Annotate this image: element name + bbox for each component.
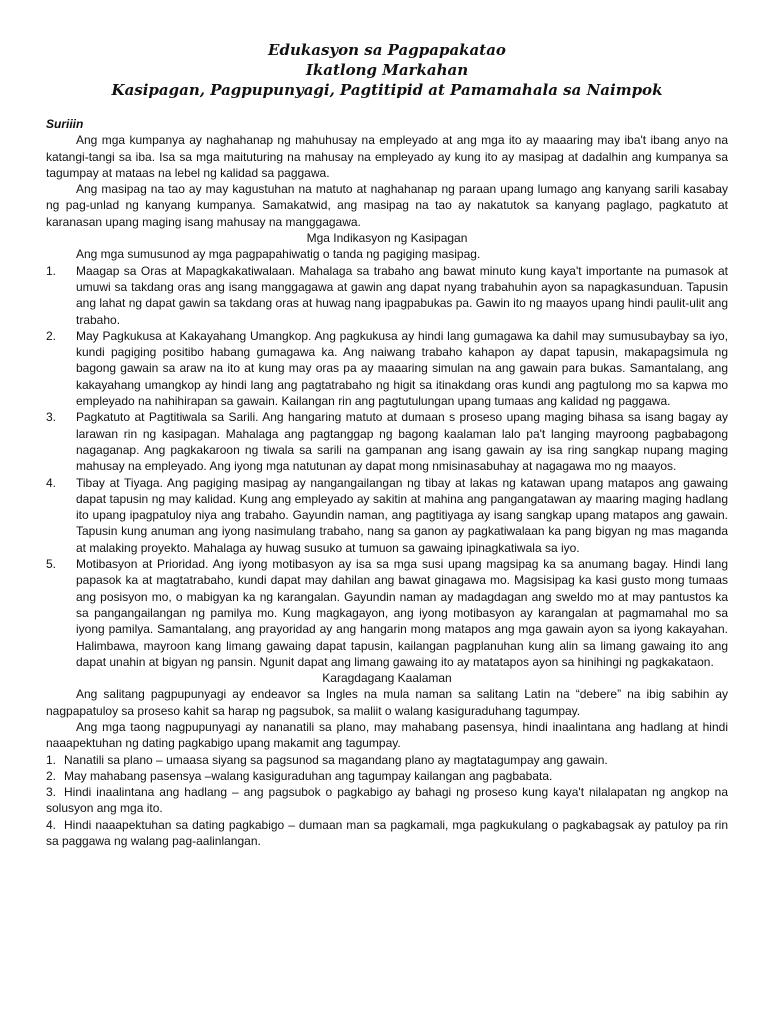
list-number: 4.: [46, 817, 57, 832]
list-item: [46, 768, 728, 784]
list-item: [46, 263, 728, 328]
list-item: [46, 409, 728, 474]
extra-paragraph: Ang mga taong nagpupunyagi ay nananatili sa plano, may mahabang pasensya, hindi inaalintana ang hadlang at hindi naaapektuhan ng dating pagkabigo upang makamit ang tagumpay.: [46, 719, 728, 751]
list-item: [46, 328, 728, 409]
list-item-text: Tibay at Tiyaga. Ang pagiging masipag ay nangangailangan ng tibay at lakas ng katawan upang matapos ang gawaing dapat tapusin ng may kalidad. Kung ang empleyado ay sakitin at mahina ang pangangatawan ay maaring maging hadlang ito upang ipagpatuloy niya ang trabaho. Gayundin naman, ang pagtitiyaga ay isang sangkap upang matapos ang gawain. Tapusin kung anuman ang iyong nasimulang trabaho, nang sa ganon ay pagkatiwalaan ka pang bigyan ng mas maganda at malaking proyekto. Mahalaga ay huwag susuko at tumuon sa gawaing ipinagkatiwala sa iyo.: [76, 475, 728, 555]
list-item: [46, 817, 728, 850]
perseverance-list: [46, 752, 728, 850]
list-item-text: Motibasyon at Prioridad. Ang iyong motibasyon ay isa sa mga susi upang magsipag ka sa anumang bagay. Hindi lang papasok ka at magtatrabaho, kundi dapat may dahilan ang bawat ginagawa mo. Magsisipag ka kasi gusto mong tumaas ang posisyon mo, o mabigyan ka ng karangalan. Gayundin naman ay madagdagan ang sweldo mo at may pantustos ka sa pangangailangan ng pamilya mo. Kung magkagayon, ang iyong motibasyon ay karangalan at pagmamahal mo sa iyong pamilya. Samantalang, ang prayoridad ay ang hangarin mong matapos ang mga gawain ayon sa iyong kakayahan. Halimbawa, mayroon kang limang gawaing dapat tapusin, kailangan pagplanuhan kung alin sa limang gawaing ito ang dapat unahin at bigyan ng pansin. Ngunit dapat ang limang gawaing ito ay matatapos ayon sa hinihingi ng pagkakataon.: [76, 557, 728, 669]
section-label: Suriiin: [46, 117, 84, 131]
lesson-title: Kasipagan, Pagpupunyagi, Pagtitipid at Pamamahala sa Naimpok: [111, 81, 663, 99]
list-number: 3.: [46, 410, 57, 425]
indicators-lead: Ang mga sumusunod ay mga pagpapahiwatig o tanda ng pagiging masipag.: [76, 247, 481, 262]
intro-paragraph: Ang mga kumpanya ay naghahanap ng mahuhusay na empleyado at ang mga ito ay maaaring may iba't ibang anyo na katangi-tangi sa iba. Isa sa mga maituturing na mahusay na empleyado ay kung ito ay masipag at dadalhin ang kumpanya sa tagumpay at mataas na lebel ng kalidad sa paggawa.: [46, 133, 728, 180]
list-number: 1.: [46, 263, 57, 278]
list-number: 3.: [46, 785, 57, 800]
document-title-block: [46, 40, 728, 100]
list-item-text: Pagkatuto at Pagtitiwala sa Sarili. Ang hangaring matuto at dumaan s proseso upang maging bihasa sa isang bagay ay larawan rin ng kasipagan. Mahalaga ang pagtanggap ng bagong kaalaman lalo pa't langing mayroong pagbabagong nagaganap. Ang pagkakaroon ng tiwala sa sarili na gampanan ang isang gawain ay isa ring sangkap nupang maging mahusay na empleyado. Ang iyong mga natutunan ay dapat mong nmisinasabuhay at nagagawa mo ng maayos.: [76, 410, 728, 474]
list-item-text: May mahabang pasensya –walang kasiguraduhan ang tagumpay kailangan ang pagbabata.: [64, 768, 553, 783]
list-number: 5.: [46, 557, 57, 572]
list-item: [46, 784, 728, 817]
list-item-text: Hindi naaapektuhan sa dating pagkabigo – dumaan man sa pagkamali, mga pagkukulang o pagkabagsak ay patuloy pa rin sa paggawa ng walang pag-aalinlangan.: [46, 817, 728, 849]
list-item: [46, 752, 728, 768]
list-number: 2.: [46, 328, 57, 343]
list-number: 1.: [46, 752, 57, 767]
subject-title: Edukasyon sa Pagpapakatao: [268, 41, 506, 59]
list-item-text: Nanatili sa plano – umaasa siyang sa pagsunod sa magandang plano ay magtatagumpay ang gawain.: [64, 752, 608, 767]
list-item-text: Hindi inaalintana ang hadlang – ang pagsubok o pagkabigo ay bahagi ng proseso kung kaya't nilalapatan ng angkop na solusyon ang mga ito.: [46, 785, 728, 816]
list-item-text: Maagap sa Oras at Mapagkakatiwalaan. Mahalaga sa trabaho ang bawat minuto kung kaya't importante na pumasok at umuwi sa takdang oras ang isang manggagawa at gawin ang dapat nyang trabahuhin ayon sa napagkasunduan. Tapusin ang lahat ng dapat gawin sa takdang oras at huwag nang ipagpabukas pa. Gawin ito ng maayos upang hindi paulit-ulit ang trabaho.: [76, 263, 728, 327]
extra-paragraph: Ang salitang pagpupunyagi ay endeavor sa Ingles na mula naman sa salitang Latin na “debere” na ibig sabihin ay nagpapatuloy sa proseso kahit sa harap ng pagsubok, sa maliit o walang kasiguraduhang tagumpay.: [46, 687, 728, 718]
indicators-list: [46, 263, 728, 670]
list-item: [46, 556, 728, 670]
list-item: [46, 475, 728, 556]
quarter-title: Ikatlong Markahan: [305, 61, 469, 79]
list-item-text: May Pagkukusa at Kakayahang Umangkop. Ang pagkukusa ay hindi lang gumagawa ka dahil may sumusubaybay sa iyo, kundi pagiging positibo habang gumagawa ka. Ang naiwang trabaho kahapon ay dapat tapusin, makapagsimula ng bagong gawain sa araw na ito at kung may oras pa ay maaaring simulan na ang gawain para bukas. Samantalang, ang kakayahang umangkop ay hindi lang ang pagtatrabaho ng higit sa itinakdang oras kundi ang pagtulong mo sa kapwa mo empleyado na nahihirapan sa gawain. Kailangan rin ang pagtutulungan upang tumaas ang kalidad ng paggawa.: [76, 328, 728, 409]
indicators-heading: Mga Indikasyon ng Kasipagan: [306, 231, 468, 246]
list-number: 4.: [46, 475, 57, 490]
intro-paragraph: Ang masipag na tao ay may kagustuhan na matuto at naghahanap ng paraan upang lumago ang kanyang sarili kasabay ng pag-unlad ng kanyang kumpanya. Samakatwid, ang masipag na tao ay nakatutok sa kanyang paglago, pagkatuto at karanasan upang maging isang mahusay na manggagawa.: [46, 182, 728, 229]
list-number: 2.: [46, 768, 57, 783]
extra-heading: Karagdagang Kaalaman: [322, 671, 452, 686]
